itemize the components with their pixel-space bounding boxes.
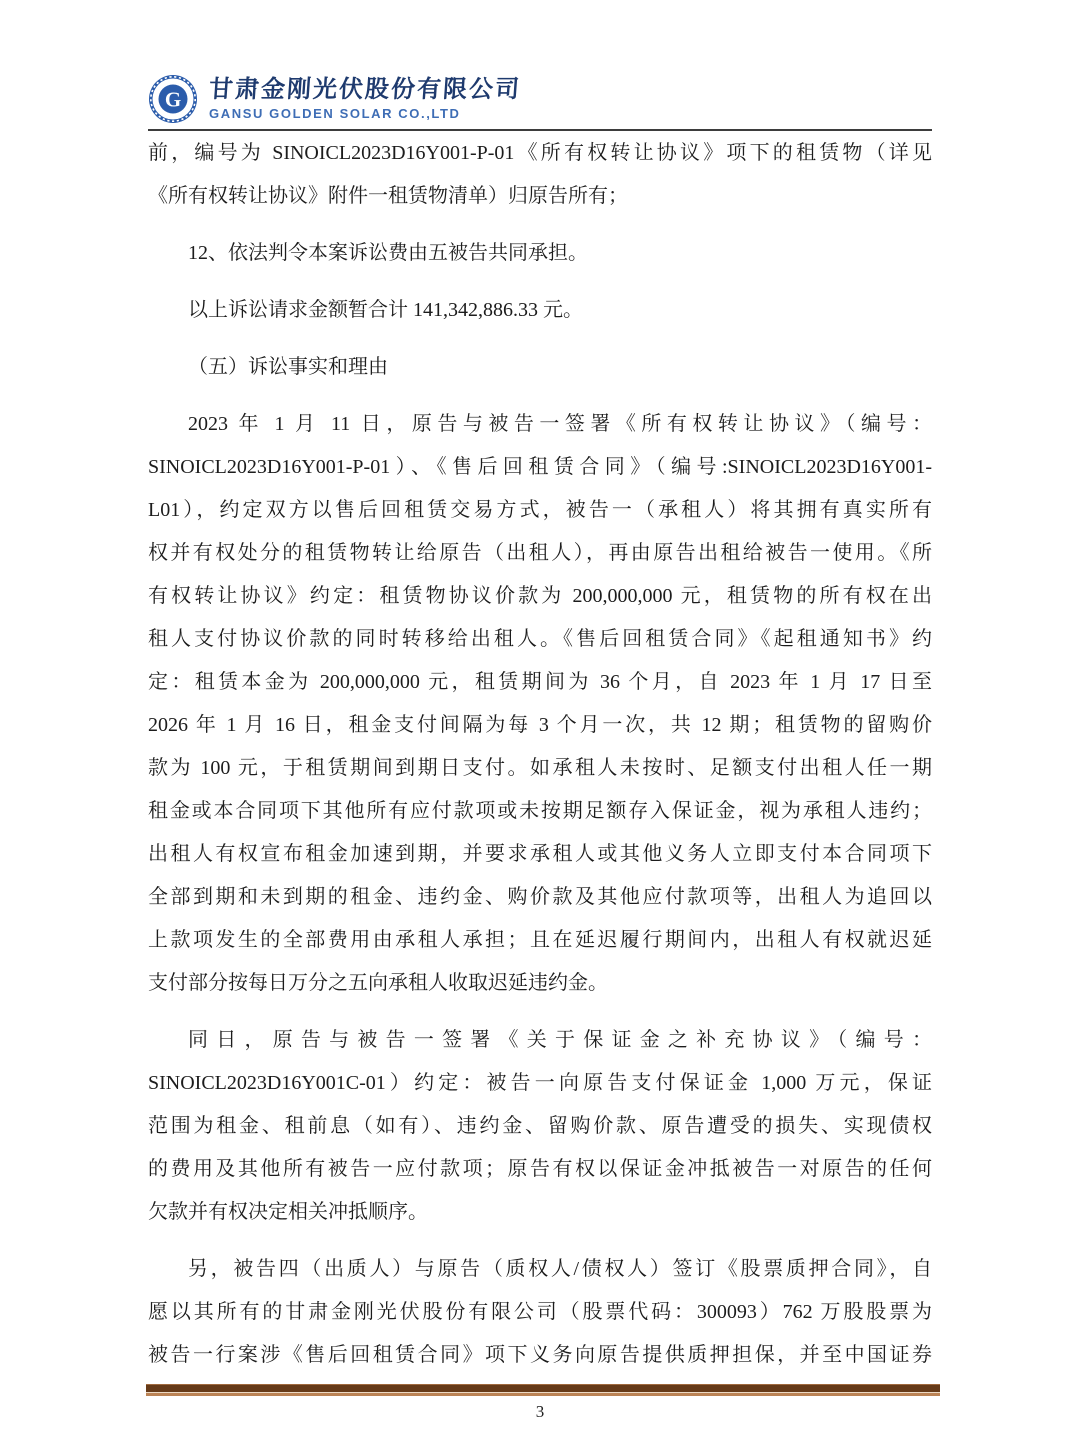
company-name-chinese: 甘肃金刚光伏股份有限公司 [208,77,522,103]
body-line: 出租人有权宣布租金加速到期，并要求承租人或其他义务人立即支付本合同项下 [148,843,932,865]
body-line: 的费用及其他所有被告一应付款项；原告有权以保证金冲抵被告一对原告的任何 [148,1158,932,1180]
body-line: 有权转让协议》约定：租赁物协议价款为 200,000,000 元，租赁物的所有权在出 [148,585,932,607]
body-line: 范围为租金、租前息（如有）、违约金、留购价款、原告遭受的损失、实现债权 [148,1115,932,1137]
company-seal-icon [148,74,198,124]
paragraph [148,289,932,332]
body-line: 同日，原告与被告一签署《关于保证金之补充协议》（编号： [188,1029,932,1051]
paragraph [148,346,932,389]
body-line: 款为 100 元，于租赁期间到期日支付。如承租人未按时、足额支付出租人任一期 [148,757,932,779]
company-name-english: GANSU GOLDEN SOLAR CO.,LTD [209,106,461,121]
company-logo [148,74,932,124]
company-name-block [209,76,521,122]
paragraph [148,232,932,275]
body-line: 12、依法判令本案诉讼费由五被告共同承担。 [188,242,588,264]
document-header [148,0,932,131]
document-body [148,131,932,1377]
body-line: 租金或本合同项下其他所有应付款项或未按期足额存入保证金，视为承租人违约； [148,800,932,822]
body-line: 被告一行案涉《售后回租赁合同》项下义务向原告提供质押担保，并至中国证券 [148,1344,932,1366]
body-line: L01），约定双方以售后回租赁交易方式，被告一（承租人）将其拥有真实所有 [148,499,932,521]
body-line: 全部到期和未到期的租金、违约金、购价款及其他应付款项等，出租人为追回以 [148,886,932,908]
body-line: 以上诉讼请求金额暂合计 141,342,886.33 元。 [188,299,583,321]
page-number: 3 [535,1402,545,1421]
body-line: 《所有权转让协议》附件一租赁物清单）归原告所有； [148,185,628,207]
body-line: 支付部分按每日万分之五向承租人收取迟延违约金。 [148,972,608,994]
paragraph [148,403,932,1005]
body-line: （五）诉讼事实和理由 [188,356,388,378]
paragraph [148,1019,932,1234]
body-line: 欠款并有权决定相关冲抵顺序。 [148,1201,428,1223]
body-line: 2023 年 1 月 11 日，原告与被告一签署《所有权转让协议》（编号： [188,413,932,435]
paragraph [148,132,932,218]
body-line: 上款项发生的全部费用由承租人承担；且在延迟履行期间内，出租人有权就迟延 [148,929,932,951]
body-line: 租人支付协议价款的同时转移给出租人。《售后回租赁合同》《起租通知书》约 [148,628,932,650]
body-line: SINOICL2023D16Y001C-01）约定：被告一向原告支付保证金 1,000 万元，保证 [148,1072,932,1094]
body-line: SINOICL2023D16Y001-P-01）、《售后回租赁合同》（编号:SINOICL2023D16Y001- [148,456,932,478]
body-line: 定：租赁本金为 200,000,000 元，租赁期间为 36 个月，自 2023 年 1 月 17 日至 [148,671,932,693]
paragraph [148,1248,932,1377]
body-line: 前，编号为 SINOICL2023D16Y001-P-01《所有权转让协议》项下的租赁物（详见 [148,142,932,164]
body-line: 权并有权处分的租赁物转让给原告（出租人），再由原告出租给被告一使用。《所 [148,542,932,564]
footer-divider-bar [146,1384,940,1396]
body-line: 另，被告四（出质人）与原告（质权人/债权人）签订《股票质押合同》，自 [188,1258,932,1280]
body-line: 2026 年 1 月 16 日，租金支付间隔为每 3 个月一次，共 12 期；租赁物的留购价 [148,714,932,736]
body-line: 愿以其所有的甘肃金刚光伏股份有限公司（股票代码：300093）762 万股股票为 [148,1301,932,1323]
emblem-letter: G [164,87,182,112]
